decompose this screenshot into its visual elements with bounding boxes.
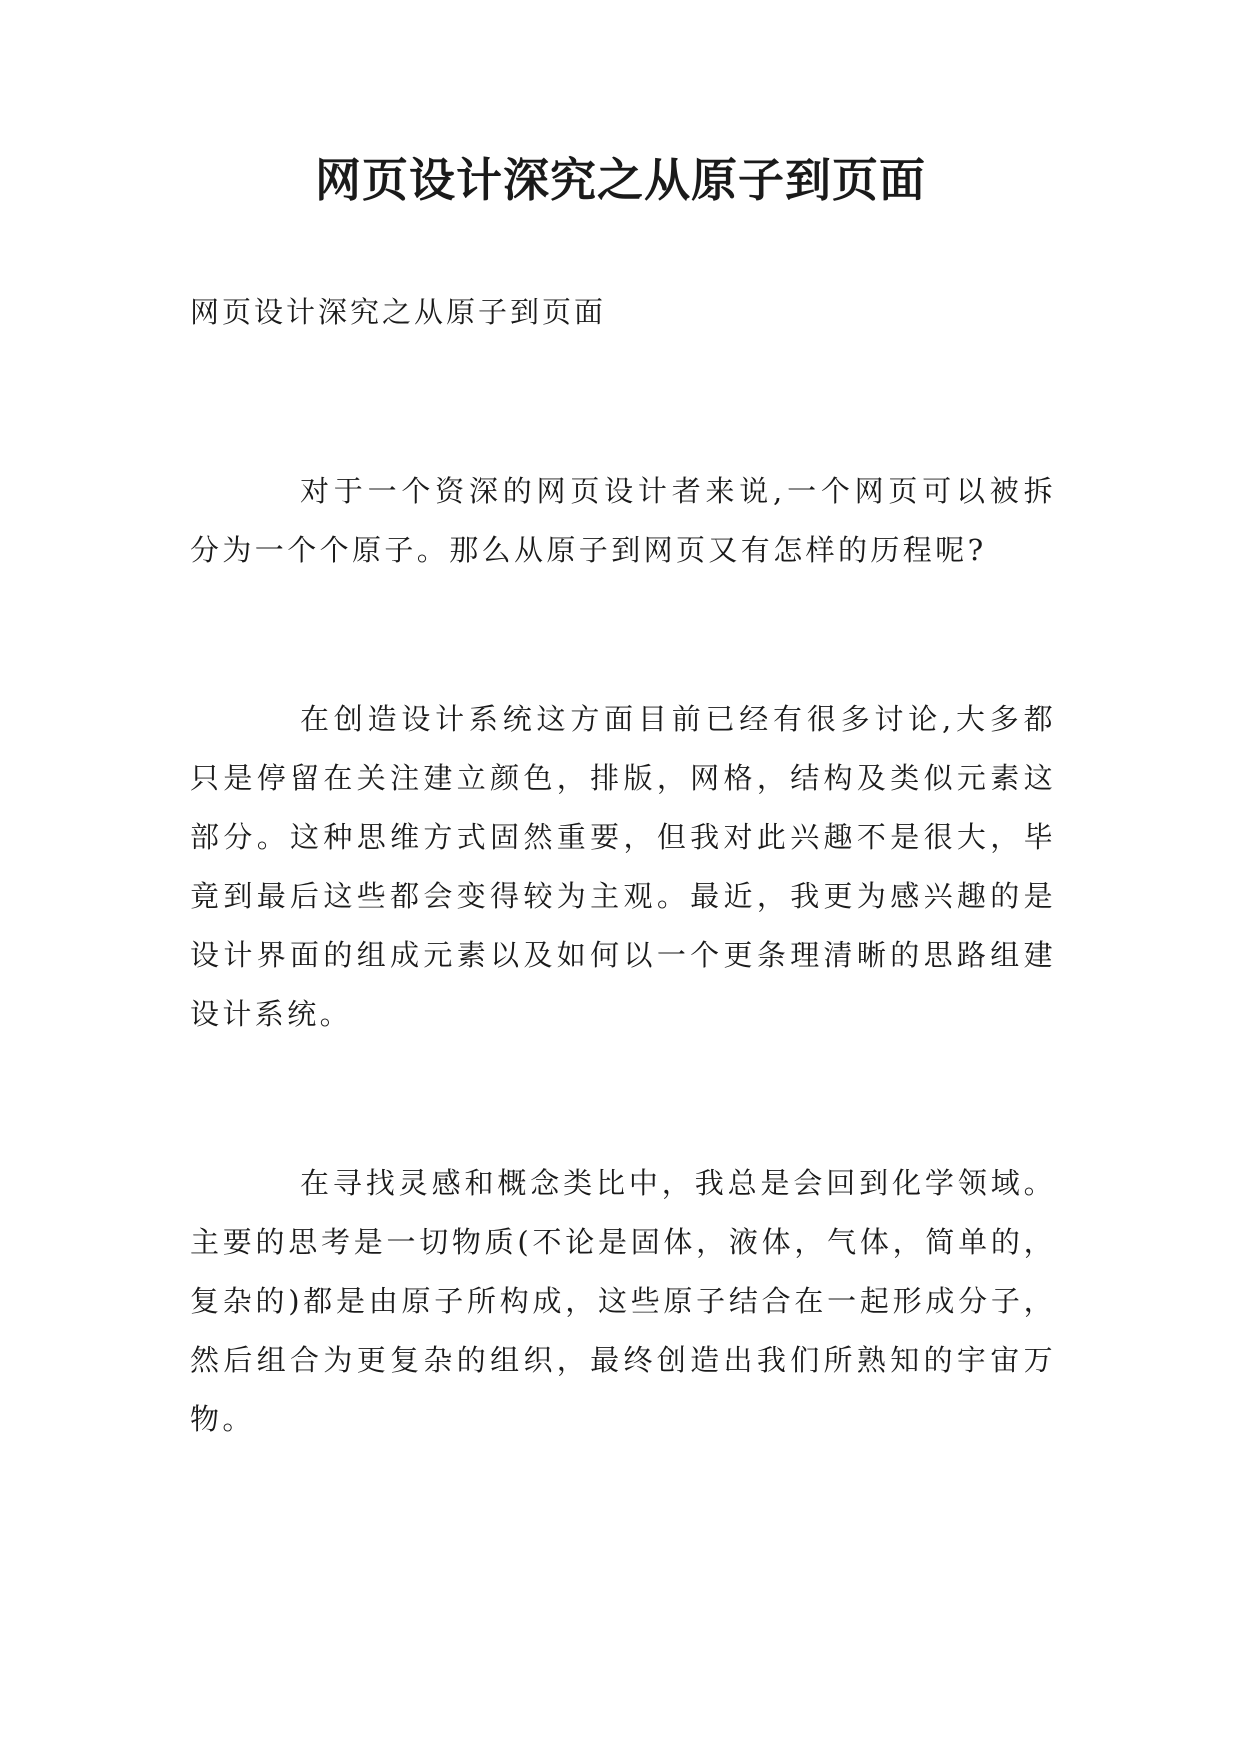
paragraph-2: 在创造设计系统这方面目前已经有很多讨论,大多都只是停留在关注建立颜色，排版，网格，结构及类似元素这部分。这种思维方式固然重要，但我对此兴趣不是很大，毕竟到最后这些都会变得较为主观。最近，我更为感兴趣的是设计界面的组成元素以及如何以一个更条理清晰的思路组建设计系统。: [190, 702, 1056, 1031]
document-title: 网页设计深究之从原子到页面: [315, 153, 926, 207]
paragraph-3: 在寻找灵感和概念类比中，我总是会回到化学领域。主要的思考是一切物质(不论是固体，液体，气体，简单的，复杂的)都是由原子所构成，这些原子结合在一起形成分子，然后组合为更复杂的组织，最终创造出我们所熟知的宇宙万物。: [190, 1166, 1056, 1436]
paragraph-1: 对于一个资深的网页设计者来说,一个网页可以被拆分为一个个原子。那么从原子到网页又有怎样的历程呢?: [190, 474, 1056, 567]
document-subtitle: 网页设计深究之从原子到页面: [190, 295, 607, 329]
